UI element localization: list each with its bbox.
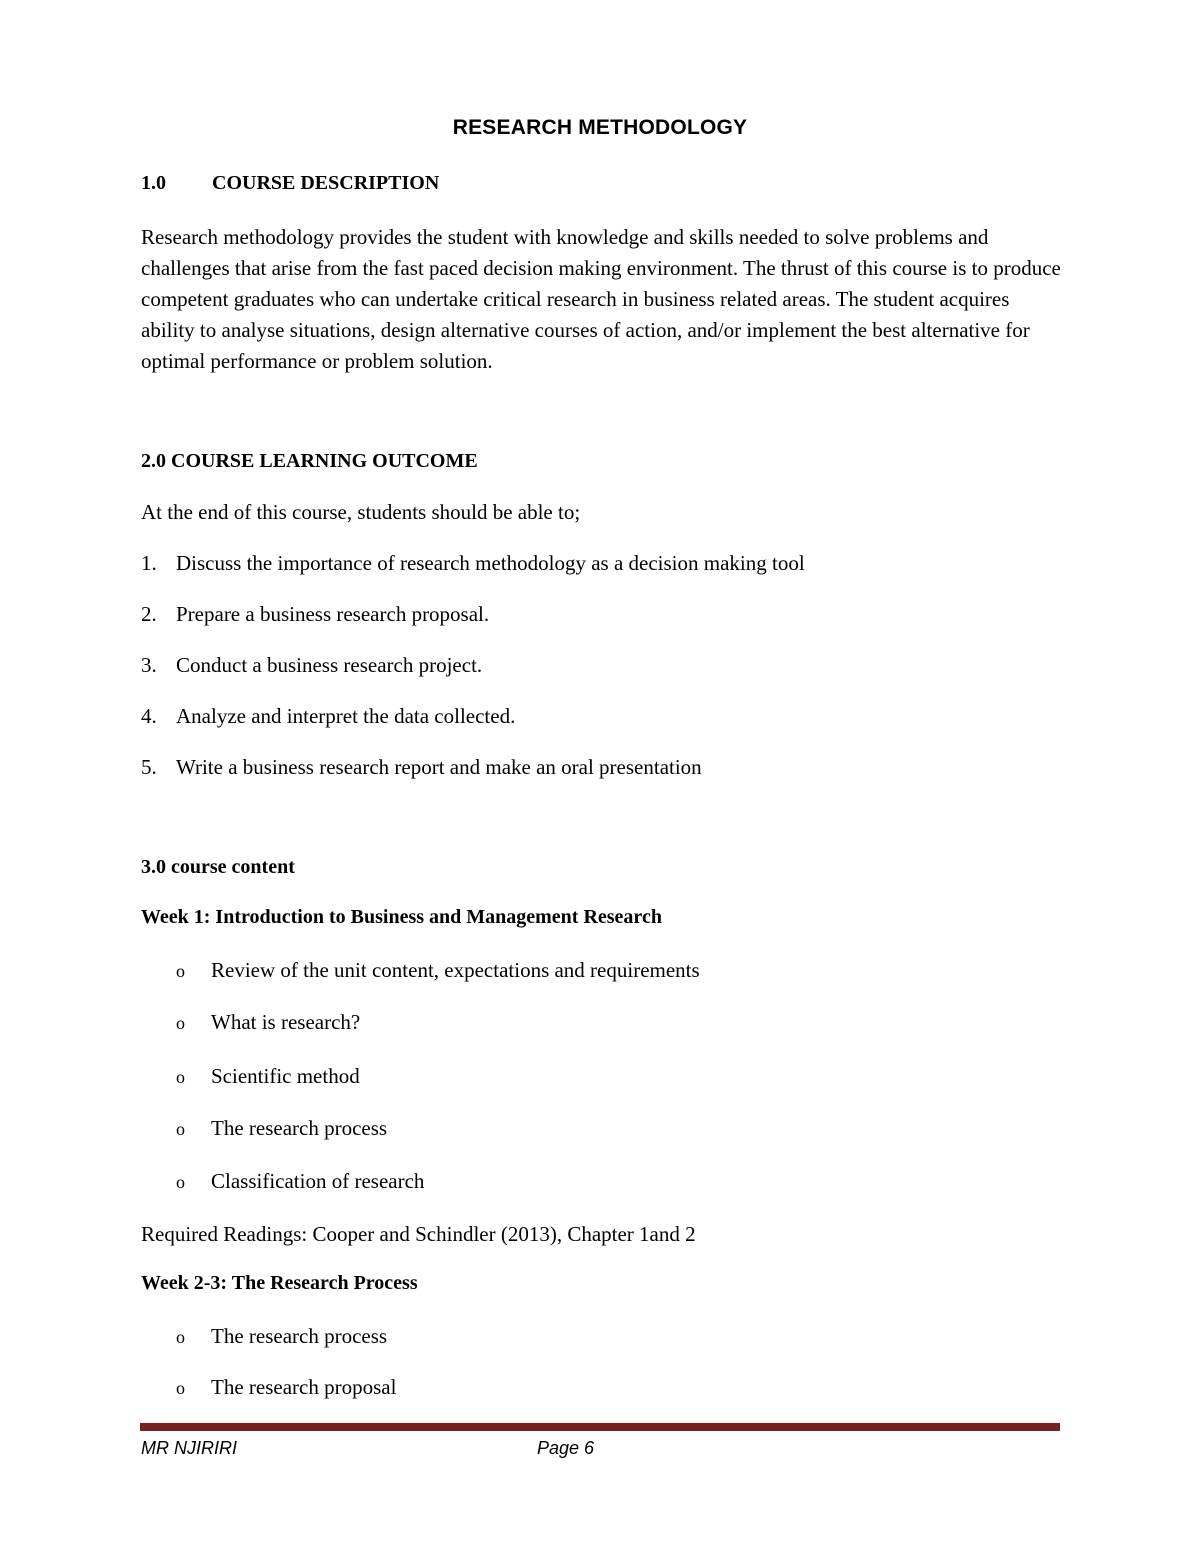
list-item: o The research proposal — [176, 1375, 397, 1399]
outcome-item: 3. Conduct a business research project. — [141, 653, 483, 677]
document-title: RESEARCH METHODOLOGY — [452, 116, 748, 139]
footer-author: MR NJIRIRI — [141, 1438, 237, 1458]
list-item: o The research process — [176, 1324, 388, 1348]
list-item: o The research process — [176, 1116, 388, 1140]
course-description-paragraph: Research methodology provides the student with knowledge and skills needed to solve problems and challenges that arise from the fast paced decision making environment. The thrust of this course is to produce competent graduates who can undertake critical research in business related areas. The student acquires ability to analyse situations, design alternative courses of action, and/or implement the best alternative for optimal performance or problem solution. — [141, 225, 1061, 373]
section-2-heading: 2.0 COURSE LEARNING OUTCOME — [141, 450, 478, 472]
section-3-heading: 3.0 course content — [141, 856, 295, 878]
section-1-title: COURSE DESCRIPTION — [212, 172, 440, 194]
list-item: o Scientific method — [176, 1064, 360, 1088]
bullet-icon: o — [176, 1172, 185, 1192]
week-1-heading: Week 1: Introduction to Business and Management Research — [141, 906, 662, 928]
week-2-heading: Week 2-3: The Research Process — [141, 1272, 418, 1294]
section-1-heading — [141, 172, 439, 195]
bullet-icon: o — [176, 961, 185, 981]
bullet-icon: o — [176, 1378, 185, 1398]
outcome-item: 1. Discuss the importance of research methodology as a decision making tool — [141, 551, 805, 575]
outcome-item: 2. Prepare a business research proposal. — [141, 602, 490, 626]
outcomes-intro: At the end of this course, students should be able to; — [141, 500, 581, 524]
section-1-number: 1.0 — [141, 172, 166, 194]
bullet-icon: o — [176, 1013, 185, 1033]
bullet-icon: o — [176, 1327, 185, 1347]
required-readings: Required Readings: Cooper and Schindler (2013), Chapter 1and 2 — [141, 1222, 696, 1246]
outcome-item: 4. Analyze and interpret the data collected. — [141, 704, 516, 728]
list-item: o Review of the unit content, expectations and requirements — [176, 958, 700, 982]
footer-page-number: Page 6 — [537, 1438, 595, 1458]
bullet-icon: o — [176, 1119, 185, 1139]
list-item: o What is research? — [176, 1010, 361, 1034]
bullet-icon: o — [176, 1067, 185, 1087]
footer-divider — [140, 1423, 1060, 1431]
list-item: o Classification of research — [176, 1169, 425, 1193]
outcome-item: 5. Write a business research report and make an oral presentation — [141, 755, 702, 779]
